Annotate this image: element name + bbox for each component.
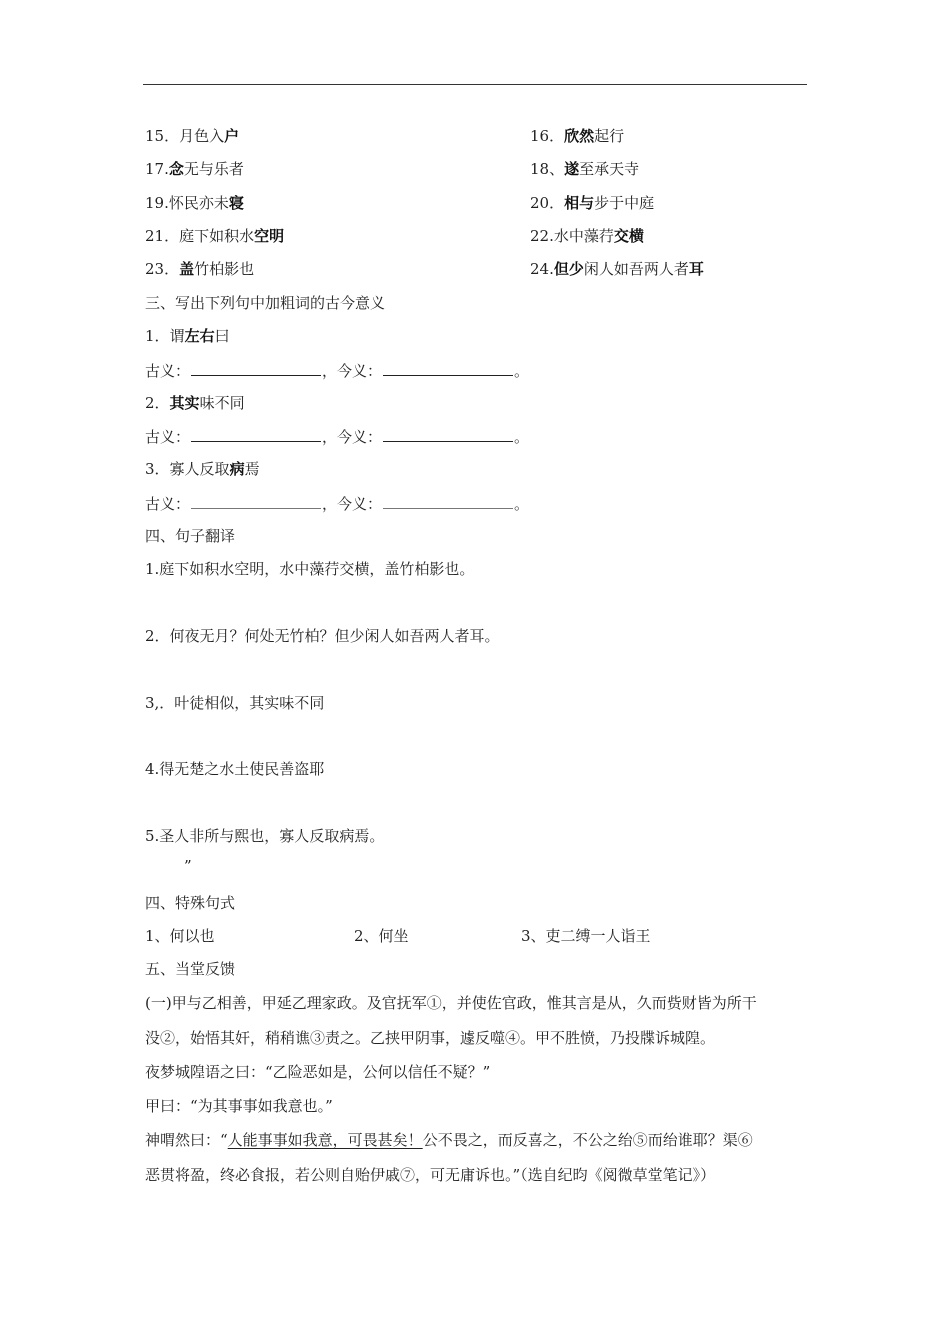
vocab-item-20: 20．相与步于中庭: [530, 194, 655, 212]
meaning-row-3: 古义： ，今义： 。: [145, 495, 530, 513]
vocab-item-24: 24.但少闲人如吾两人者耳: [530, 260, 704, 278]
vocab-item-17: 17.念无与乐者: [145, 160, 244, 178]
section3-item-2: 2．其实味不同: [145, 394, 245, 412]
section3-heading: 三、写出下列句中加粗词的古今意义: [145, 294, 386, 312]
passage-line-2: 没②，始悟其奸，稍稍谯③责之。乙挟甲阴事，遽反噬④。甲不胜愤，乃投牒诉城隍。: [145, 1029, 716, 1047]
section3-item-1: 1．谓左右曰: [145, 327, 230, 345]
underlined-sentence: 人能事事如我意，可畏甚矣！: [227, 1131, 423, 1149]
vocab-item-16: 16．欣然起行: [530, 127, 625, 145]
pattern-item-3: 3、吏二缚一人诣王: [521, 927, 651, 945]
section4b-heading: 四、特殊句式: [145, 894, 236, 912]
header-rule: [143, 84, 807, 85]
stray-quote-mark: ”: [184, 857, 192, 875]
modern-meaning-blank-2[interactable]: [383, 426, 513, 442]
ancient-meaning-blank-1[interactable]: [191, 360, 321, 376]
modern-meaning-blank-1[interactable]: [383, 360, 513, 376]
passage-line-4: 甲曰：“为其事事如我意也。”: [145, 1097, 333, 1115]
passage-line-5: 神喟然曰：“人能事事如我意，可畏甚矣！公不畏之，而反喜之，不公之绐⑤而绐谁耶？渠⑥: [145, 1131, 753, 1149]
vocab-item-18: 18、遂至承天寺: [530, 160, 640, 178]
section4-heading: 四、句子翻译: [145, 527, 236, 545]
ancient-meaning-blank-2[interactable]: [191, 426, 321, 442]
passage-line-3: 夜梦城隍语之曰：“乙险恶如是，公何以信任不疑？”: [145, 1063, 491, 1081]
meaning-row-1: 古义： ，今义： 。: [145, 362, 530, 380]
section3-item-3: 3．寡人反取病焉: [145, 460, 260, 478]
translation-sentence-2: 2．何夜无月？何处无竹柏？但少闲人如吾两人者耳。: [145, 627, 500, 645]
translation-sentence-4: 4.得无楚之水土使民善盗耶: [145, 760, 325, 778]
pattern-item-1: 1、何以也: [145, 927, 215, 945]
translation-sentence-3: 3,．叶徒相似，其实味不同: [145, 694, 325, 712]
modern-meaning-blank-3[interactable]: [383, 493, 513, 509]
vocab-item-15: 15．月色入户: [145, 127, 240, 145]
passage-line-6: 恶贯将盈，终必食报，若公则自贻伊戚⑦，可无庸诉也。”（选自纪昀《阅微草堂笔记》）: [145, 1166, 716, 1184]
translation-sentence-5: 5.圣人非所与熙也，寡人反取病焉。: [145, 827, 385, 845]
translation-sentence-1: 1.庭下如积水空明，水中藻荇交横，盖竹柏影也。: [145, 560, 475, 578]
vocab-item-21: 21．庭下如积水空明: [145, 227, 285, 245]
section5-heading: 五、当堂反馈: [145, 960, 236, 978]
passage-line-1: (一)甲与乙相善，甲延乙理家政。及官抚军①，并使佐官政，惟其言是从，久而赀财皆为所干: [145, 994, 757, 1012]
vocab-item-19: 19.怀民亦未寝: [145, 194, 244, 212]
vocab-item-23: 23．盖竹柏影也: [145, 260, 255, 278]
vocab-item-22: 22.水中藻荇交横: [530, 227, 644, 245]
pattern-item-2: 2、何坐: [354, 927, 409, 945]
ancient-meaning-blank-3[interactable]: [191, 493, 321, 509]
meaning-row-2: 古义： ，今义： 。: [145, 428, 530, 446]
